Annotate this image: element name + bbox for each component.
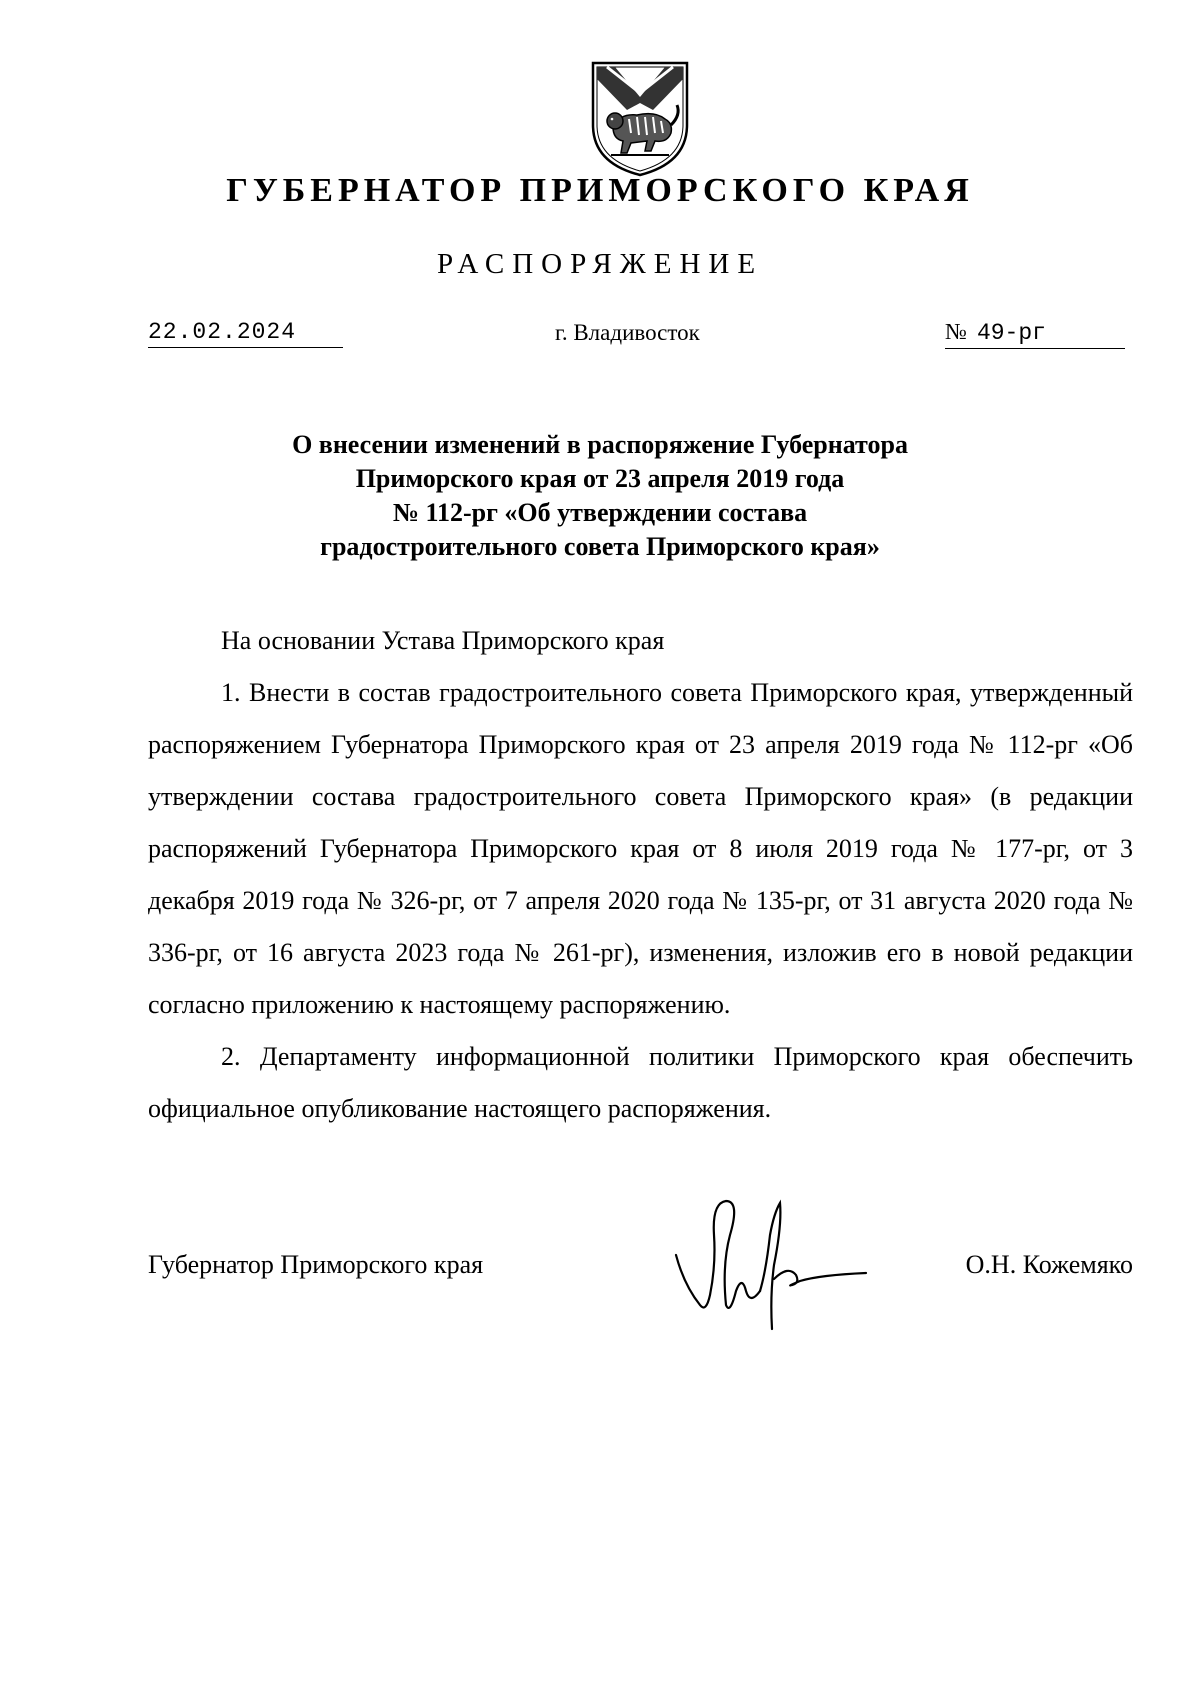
subject-line: Приморского края от 23 апреля 2019 года (355, 464, 845, 493)
document-body (148, 615, 1133, 1135)
document-subject (0, 428, 1200, 564)
org-title: ГУБЕРНАТОР ПРИМОРСКОГО КРАЯ (226, 172, 974, 209)
handwritten-signature-icon (670, 1195, 870, 1335)
subject-line: О внесении изменений в распоряжение Губернатора (292, 430, 908, 459)
document-number (945, 319, 1125, 349)
signatory-position: Губернатор Приморского края (148, 1250, 484, 1279)
signatory-name: О.Н. Кожемяко (965, 1250, 1133, 1279)
body-paragraph-2: 2. Департаменту информационной политики Приморского края обеспечить официальное опубликование настоящего распоряжения. (148, 1042, 1133, 1123)
subject-line: градостроительного совета Приморского края» (320, 532, 880, 561)
number-value: 49-рг (976, 320, 1046, 346)
subject-line: № 112-рг «Об утверждении состава (392, 498, 808, 527)
document-date: 22.02.2024 (148, 319, 343, 348)
document-city: г. Владивосток (555, 320, 700, 345)
document-type: РАСПОРЯЖЕНИЕ (436, 248, 764, 280)
body-paragraph-1: 1. Внести в состав градостроительного совета Приморского края, утвержденный распоряжением Губернатора Приморского края от 23 апреля 2019 года № 112-рг «Об утверждении состава градостроительного совета Приморского края» (в редакции распоряжений Губернатора Приморского края от 8 июля 2019 года № 177-рг, от 3 декабря 2019 года № 326-рг, от 7 апреля 2020 года № 135-рг, от 31 августа 2020 года № 336-рг, от 16 августа 2023 года № 261-рг), изменения, изложив его в новой редакции согласно приложению к настоящему распоряжению. (148, 678, 1133, 1019)
number-prefix: № (945, 319, 967, 344)
primorsky-krai-coat-of-arms-icon (585, 55, 695, 180)
body-paragraph-basis: На основании Устава Приморского края (221, 626, 665, 655)
